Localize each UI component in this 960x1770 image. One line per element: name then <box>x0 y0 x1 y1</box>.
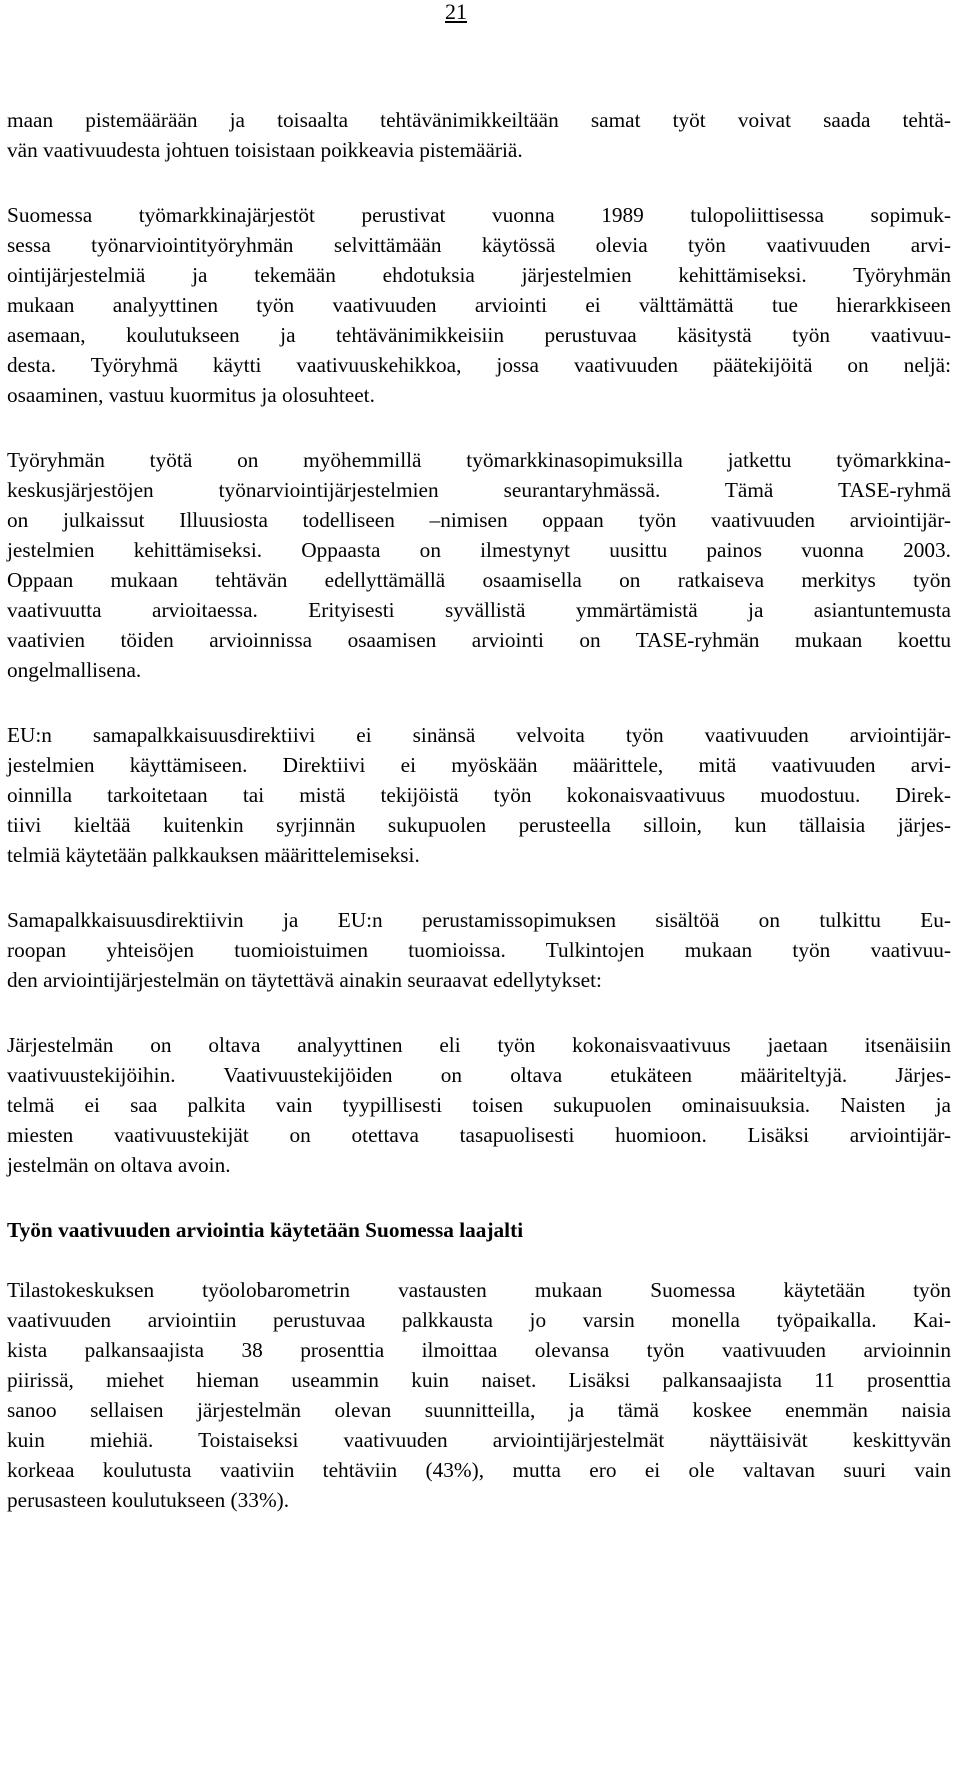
text-line: Työryhmän työtä on myöhemmillä työmarkkinasopimuksilla jatkettu työmarkkina- <box>7 448 951 472</box>
page-number: 21 <box>445 0 467 24</box>
text-line: on julkaissut Illuusiosta todelliseen –nimisen oppaan työn vaativuuden arviointijär- <box>7 508 951 532</box>
section-heading: Työn vaativuuden arviointia käytetään Suomessa laajalti <box>7 1218 524 1242</box>
text-line: roopan yhteisöjen tuomioistuimen tuomioissa. Tulkintojen mukaan työn vaativuu- <box>7 938 951 962</box>
text-line: sessa työnarviointityöryhmän selvittämään käytössä olevia työn vaativuuden arvi- <box>7 233 951 257</box>
text-line: jestelmien kehittämiseksi. Oppaasta on ilmestynyt uusittu painos vuonna 2003. <box>7 538 951 562</box>
text-line: Oppaan mukaan tehtävän edellyttämällä osaamisella on ratkaiseva merkitys työn <box>7 568 951 592</box>
text-line: mukaan analyyttinen työn vaativuuden arviointi ei välttämättä tue hierarkkiseen <box>7 293 951 317</box>
text-line: maan pistemäärään ja toisaalta tehtävänimikkeiltään samat työt voivat saada tehtä- <box>7 108 951 132</box>
text-line: kista palkansaajista 38 prosenttia ilmoittaa olevansa työn vaativuuden arvioinnin <box>7 1338 951 1362</box>
paragraph-4 <box>7 720 951 870</box>
text-line: Järjestelmän on oltava analyyttinen eli työn kokonaisvaativuus jaetaan itsenäisiin <box>7 1033 951 1057</box>
text-line: oinnilla tarkoitetaan tai mistä tekijöistä työn kokonaisvaativuus muodostuu. Direk- <box>7 783 951 807</box>
text-line: vaativuutta arvioitaessa. Erityisesti syvällistä ymmärtämistä ja asiantuntemusta <box>7 598 951 622</box>
paragraph-6 <box>7 1030 951 1180</box>
text-line: den arviointijärjestelmän on täytettävä ainakin seuraavat edellytykset: <box>7 968 602 992</box>
text-line: jestelmien käyttämiseen. Direktiivi ei myöskään määrittele, mitä vaativuuden arvi- <box>7 753 951 777</box>
text-line: korkeaa koulutusta vaativiin tehtäviin (43%), mutta ero ei ole valtavan suuri vain <box>7 1458 951 1482</box>
text-line: sanoo sellaisen järjestelmän olevan suunnitteilla, ja tämä koskee enemmän naisia <box>7 1398 951 1422</box>
text-line: ointijärjestelmiä ja tekemään ehdotuksia järjestelmien kehittämiseksi. Työryhmän <box>7 263 951 287</box>
text-line: EU:n samapalkkaisuusdirektiivi ei sinänsä velvoita työn vaativuuden arviointijär- <box>7 723 951 747</box>
text-line: miesten vaativuustekijät on otettava tasapuolisesti huomioon. Lisäksi arviointijär- <box>7 1123 951 1147</box>
text-line: asemaan, koulutukseen ja tehtävänimikkeisiin perustuvaa käsitystä työn vaativuu- <box>7 323 951 347</box>
text-line: jestelmän on oltava avoin. <box>7 1153 231 1177</box>
text-line: Tilastokeskuksen työolobarometrin vastausten mukaan Suomessa käytetään työn <box>7 1278 951 1302</box>
text-line: Samapalkkaisuusdirektiivin ja EU:n perustamissopimuksen sisältöä on tulkittu Eu- <box>7 908 951 932</box>
text-line: Suomessa työmarkkinajärjestöt perustivat vuonna 1989 tulopoliittisessa sopimuk- <box>7 203 951 227</box>
text-line: osaaminen, vastuu kuormitus ja olosuhteet. <box>7 383 375 407</box>
document-body <box>7 105 951 1550</box>
paragraph-3 <box>7 445 951 685</box>
text-line: telmä ei saa palkita vain tyypillisesti toisen sukupuolen ominaisuuksia. Naisten ja <box>7 1093 951 1117</box>
text-line: vaativuuden arviointiin perustuvaa palkkausta jo varsin monella työpaikalla. Kai- <box>7 1308 951 1332</box>
paragraph-5 <box>7 905 951 995</box>
text-line: desta. Työryhmä käytti vaativuuskehikkoa, jossa vaativuuden päätekijöitä on neljä: <box>7 353 951 377</box>
text-line: tiivi kieltää kuitenkin syrjinnän sukupuolen perusteella silloin, kun tällaisia järjes- <box>7 813 951 837</box>
text-line: ongelmallisena. <box>7 658 142 682</box>
paragraph-7 <box>7 1275 951 1515</box>
text-line: keskusjärjestöjen työnarviointijärjestelmien seurantaryhmässä. Tämä TASE-ryhmä <box>7 478 951 502</box>
text-line: piirissä, miehet hieman useammin kuin naiset. Lisäksi palkansaajista 11 prosenttia <box>7 1368 951 1392</box>
text-line: perusasteen koulutukseen (33%). <box>7 1488 290 1512</box>
text-line: kuin miehiä. Toistaiseksi vaativuuden arviointijärjestelmät näyttäisivät keskittyvän <box>7 1428 951 1452</box>
paragraph-1 <box>7 105 951 165</box>
text-line: vän vaativuudesta johtuen toisistaan poikkeavia pistemääriä. <box>7 138 523 162</box>
text-line: vaativien töiden arvioinnissa osaamisen arviointi on TASE-ryhmän mukaan koettu <box>7 628 951 652</box>
text-line: telmiä käytetään palkkauksen määrittelemiseksi. <box>7 843 420 867</box>
paragraph-2 <box>7 200 951 410</box>
text-line: vaativuustekijöihin. Vaativuustekijöiden on oltava etukäteen määriteltyjä. Järjes- <box>7 1063 951 1087</box>
